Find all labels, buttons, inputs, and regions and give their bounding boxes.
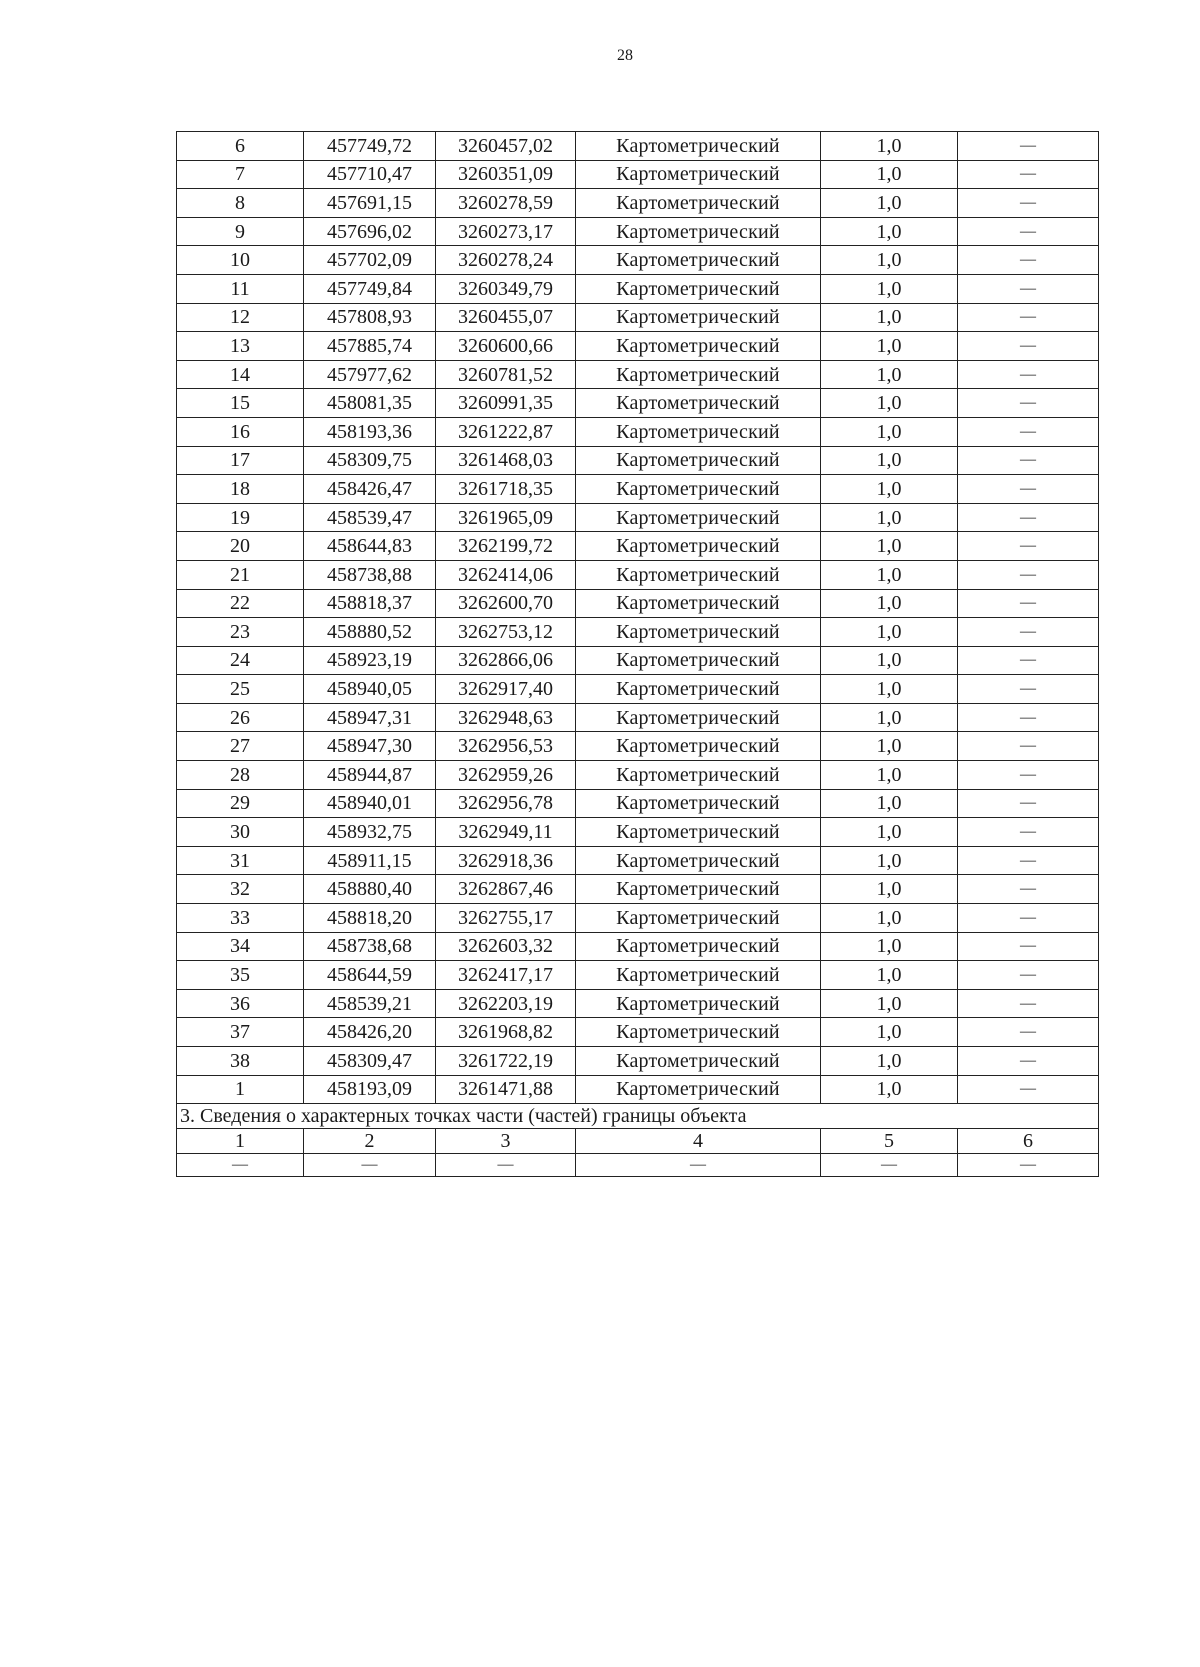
- table-row: [177, 132, 1099, 161]
- accuracy-cell: 1,0: [821, 1075, 958, 1104]
- section-3-value-row: [177, 1154, 1099, 1177]
- y-coordinate-cell: 3261718,35: [436, 475, 576, 504]
- x-coordinate-cell: 458947,31: [304, 703, 436, 732]
- table-row: [177, 904, 1099, 933]
- point-number-cell: 29: [177, 789, 304, 818]
- accuracy-cell: 1,0: [821, 417, 958, 446]
- accuracy-cell: 1,0: [821, 189, 958, 218]
- table-row: [177, 618, 1099, 647]
- description-cell: —: [958, 532, 1099, 561]
- method-cell: Картометрический: [576, 503, 821, 532]
- y-coordinate-cell: 3262956,53: [436, 732, 576, 761]
- description-cell: —: [958, 961, 1099, 990]
- y-coordinate-cell: 3260600,66: [436, 332, 576, 361]
- method-cell: Картометрический: [576, 217, 821, 246]
- point-number-cell: 35: [177, 961, 304, 990]
- y-coordinate-cell: 3260273,17: [436, 217, 576, 246]
- method-cell: Картометрический: [576, 1018, 821, 1047]
- y-coordinate-cell: 3261722,19: [436, 1047, 576, 1076]
- section-3-title: 3. Сведения о характерных точках части (частей) границы объекта: [177, 1104, 1099, 1129]
- accuracy-cell: 1,0: [821, 560, 958, 589]
- method-cell: Картометрический: [576, 560, 821, 589]
- table-row: [177, 761, 1099, 790]
- description-cell: —: [958, 560, 1099, 589]
- y-coordinate-cell: 3262948,63: [436, 703, 576, 732]
- table-row: [177, 1047, 1099, 1076]
- y-coordinate-cell: 3260351,09: [436, 160, 576, 189]
- table-row: [177, 875, 1099, 904]
- section-3-value-cell: —: [821, 1154, 958, 1177]
- method-cell: Картометрический: [576, 389, 821, 418]
- method-cell: Картометрический: [576, 961, 821, 990]
- x-coordinate-cell: 457749,72: [304, 132, 436, 161]
- x-coordinate-cell: 458644,83: [304, 532, 436, 561]
- accuracy-cell: 1,0: [821, 989, 958, 1018]
- description-cell: —: [958, 160, 1099, 189]
- table-row: [177, 332, 1099, 361]
- method-cell: Картометрический: [576, 989, 821, 1018]
- y-coordinate-cell: 3262949,11: [436, 818, 576, 847]
- x-coordinate-cell: 457885,74: [304, 332, 436, 361]
- x-coordinate-cell: 458081,35: [304, 389, 436, 418]
- method-cell: Картометрический: [576, 618, 821, 647]
- point-number-cell: 27: [177, 732, 304, 761]
- description-cell: —: [958, 1018, 1099, 1047]
- table-row: [177, 189, 1099, 218]
- method-cell: Картометрический: [576, 160, 821, 189]
- description-cell: —: [958, 303, 1099, 332]
- point-number-cell: 21: [177, 560, 304, 589]
- point-number-cell: 14: [177, 360, 304, 389]
- x-coordinate-cell: 458644,59: [304, 961, 436, 990]
- y-coordinate-cell: 3262956,78: [436, 789, 576, 818]
- x-coordinate-cell: 458880,40: [304, 875, 436, 904]
- table-row: [177, 246, 1099, 275]
- description-cell: —: [958, 1047, 1099, 1076]
- point-number-cell: 9: [177, 217, 304, 246]
- table-row: [177, 932, 1099, 961]
- point-number-cell: 34: [177, 932, 304, 961]
- point-number-cell: 30: [177, 818, 304, 847]
- description-cell: —: [958, 475, 1099, 504]
- point-number-cell: 36: [177, 989, 304, 1018]
- x-coordinate-cell: 458426,20: [304, 1018, 436, 1047]
- y-coordinate-cell: 3260457,02: [436, 132, 576, 161]
- x-coordinate-cell: 458738,88: [304, 560, 436, 589]
- point-number-cell: 20: [177, 532, 304, 561]
- table-row: [177, 732, 1099, 761]
- accuracy-cell: 1,0: [821, 532, 958, 561]
- x-coordinate-cell: 457977,62: [304, 360, 436, 389]
- y-coordinate-cell: 3261222,87: [436, 417, 576, 446]
- description-cell: —: [958, 818, 1099, 847]
- accuracy-cell: 1,0: [821, 303, 958, 332]
- table-row: [177, 989, 1099, 1018]
- point-number-cell: 13: [177, 332, 304, 361]
- table-row: [177, 646, 1099, 675]
- description-cell: —: [958, 675, 1099, 704]
- accuracy-cell: 1,0: [821, 274, 958, 303]
- accuracy-cell: 1,0: [821, 761, 958, 790]
- method-cell: Картометрический: [576, 761, 821, 790]
- description-cell: —: [958, 589, 1099, 618]
- point-number-cell: 17: [177, 446, 304, 475]
- point-number-cell: 25: [177, 675, 304, 704]
- table-row: [177, 389, 1099, 418]
- y-coordinate-cell: 3262203,19: [436, 989, 576, 1018]
- accuracy-cell: 1,0: [821, 360, 958, 389]
- coordinates-table-body: [177, 132, 1099, 1104]
- description-cell: —: [958, 417, 1099, 446]
- table-row: [177, 475, 1099, 504]
- point-number-cell: 38: [177, 1047, 304, 1076]
- accuracy-cell: 1,0: [821, 160, 958, 189]
- x-coordinate-cell: 458940,05: [304, 675, 436, 704]
- method-cell: Картометрический: [576, 789, 821, 818]
- accuracy-cell: 1,0: [821, 932, 958, 961]
- accuracy-cell: 1,0: [821, 217, 958, 246]
- point-number-cell: 32: [177, 875, 304, 904]
- table-row: [177, 274, 1099, 303]
- table-row: [177, 446, 1099, 475]
- section-3-header-cell: 4: [576, 1129, 821, 1154]
- y-coordinate-cell: 3262603,32: [436, 932, 576, 961]
- x-coordinate-cell: 458818,37: [304, 589, 436, 618]
- method-cell: Картометрический: [576, 417, 821, 446]
- method-cell: Картометрический: [576, 646, 821, 675]
- section-3-value-cell: —: [177, 1154, 304, 1177]
- table-row: [177, 789, 1099, 818]
- coordinates-table: [176, 131, 1099, 1177]
- table-row: [177, 360, 1099, 389]
- x-coordinate-cell: 457808,93: [304, 303, 436, 332]
- y-coordinate-cell: 3262866,06: [436, 646, 576, 675]
- y-coordinate-cell: 3262600,70: [436, 589, 576, 618]
- table-row: [177, 1018, 1099, 1047]
- accuracy-cell: 1,0: [821, 818, 958, 847]
- y-coordinate-cell: 3260455,07: [436, 303, 576, 332]
- table-row: [177, 589, 1099, 618]
- section-3-header-row: [177, 1129, 1099, 1154]
- section-3: [177, 1104, 1099, 1177]
- accuracy-cell: 1,0: [821, 904, 958, 933]
- point-number-cell: 24: [177, 646, 304, 675]
- method-cell: Картометрический: [576, 932, 821, 961]
- table-row: [177, 417, 1099, 446]
- section-3-value-cell: —: [958, 1154, 1099, 1177]
- x-coordinate-cell: 458923,19: [304, 646, 436, 675]
- point-number-cell: 7: [177, 160, 304, 189]
- description-cell: —: [958, 732, 1099, 761]
- description-cell: —: [958, 274, 1099, 303]
- y-coordinate-cell: 3262199,72: [436, 532, 576, 561]
- x-coordinate-cell: 458818,20: [304, 904, 436, 933]
- accuracy-cell: 1,0: [821, 503, 958, 532]
- description-cell: —: [958, 932, 1099, 961]
- accuracy-cell: 1,0: [821, 246, 958, 275]
- accuracy-cell: 1,0: [821, 703, 958, 732]
- method-cell: Картометрический: [576, 303, 821, 332]
- y-coordinate-cell: 3262414,06: [436, 560, 576, 589]
- section-3-header-cell: 2: [304, 1129, 436, 1154]
- method-cell: Картометрический: [576, 246, 821, 275]
- table-row: [177, 217, 1099, 246]
- y-coordinate-cell: 3260991,35: [436, 389, 576, 418]
- y-coordinate-cell: 3260781,52: [436, 360, 576, 389]
- x-coordinate-cell: 458738,68: [304, 932, 436, 961]
- point-number-cell: 28: [177, 761, 304, 790]
- y-coordinate-cell: 3262959,26: [436, 761, 576, 790]
- table-row: [177, 503, 1099, 532]
- table-row: [177, 675, 1099, 704]
- table-row: [177, 1075, 1099, 1104]
- accuracy-cell: 1,0: [821, 332, 958, 361]
- section-3-title-row: [177, 1104, 1099, 1129]
- method-cell: Картометрический: [576, 818, 821, 847]
- description-cell: —: [958, 503, 1099, 532]
- point-number-cell: 8: [177, 189, 304, 218]
- method-cell: Картометрический: [576, 703, 821, 732]
- y-coordinate-cell: 3262918,36: [436, 846, 576, 875]
- method-cell: Картометрический: [576, 732, 821, 761]
- description-cell: —: [958, 246, 1099, 275]
- y-coordinate-cell: 3262753,12: [436, 618, 576, 647]
- y-coordinate-cell: 3261968,82: [436, 1018, 576, 1047]
- accuracy-cell: 1,0: [821, 132, 958, 161]
- description-cell: —: [958, 904, 1099, 933]
- accuracy-cell: 1,0: [821, 1018, 958, 1047]
- x-coordinate-cell: 458539,21: [304, 989, 436, 1018]
- method-cell: Картометрический: [576, 1075, 821, 1104]
- method-cell: Картометрический: [576, 846, 821, 875]
- accuracy-cell: 1,0: [821, 789, 958, 818]
- x-coordinate-cell: 458309,47: [304, 1047, 436, 1076]
- point-number-cell: 6: [177, 132, 304, 161]
- point-number-cell: 12: [177, 303, 304, 332]
- description-cell: —: [958, 446, 1099, 475]
- y-coordinate-cell: 3262417,17: [436, 961, 576, 990]
- table-row: [177, 818, 1099, 847]
- method-cell: Картометрический: [576, 475, 821, 504]
- method-cell: Картометрический: [576, 675, 821, 704]
- point-number-cell: 18: [177, 475, 304, 504]
- y-coordinate-cell: 3261965,09: [436, 503, 576, 532]
- accuracy-cell: 1,0: [821, 589, 958, 618]
- accuracy-cell: 1,0: [821, 1047, 958, 1076]
- method-cell: Картометрический: [576, 532, 821, 561]
- section-3-header-cell: 1: [177, 1129, 304, 1154]
- method-cell: Картометрический: [576, 360, 821, 389]
- y-coordinate-cell: 3260278,24: [436, 246, 576, 275]
- x-coordinate-cell: 458947,30: [304, 732, 436, 761]
- x-coordinate-cell: 458193,09: [304, 1075, 436, 1104]
- method-cell: Картометрический: [576, 189, 821, 218]
- section-3-value-cell: —: [436, 1154, 576, 1177]
- description-cell: —: [958, 389, 1099, 418]
- x-coordinate-cell: 458911,15: [304, 846, 436, 875]
- description-cell: —: [958, 360, 1099, 389]
- description-cell: —: [958, 332, 1099, 361]
- point-number-cell: 1: [177, 1075, 304, 1104]
- point-number-cell: 15: [177, 389, 304, 418]
- table-row: [177, 846, 1099, 875]
- point-number-cell: 10: [177, 246, 304, 275]
- x-coordinate-cell: 457696,02: [304, 217, 436, 246]
- point-number-cell: 11: [177, 274, 304, 303]
- accuracy-cell: 1,0: [821, 875, 958, 904]
- y-coordinate-cell: 3260278,59: [436, 189, 576, 218]
- section-3-header-cell: 6: [958, 1129, 1099, 1154]
- x-coordinate-cell: 457710,47: [304, 160, 436, 189]
- description-cell: —: [958, 618, 1099, 647]
- section-3-value-cell: —: [304, 1154, 436, 1177]
- point-number-cell: 31: [177, 846, 304, 875]
- accuracy-cell: 1,0: [821, 446, 958, 475]
- point-number-cell: 22: [177, 589, 304, 618]
- description-cell: —: [958, 761, 1099, 790]
- x-coordinate-cell: 458539,47: [304, 503, 436, 532]
- x-coordinate-cell: 458426,47: [304, 475, 436, 504]
- y-coordinate-cell: 3261471,88: [436, 1075, 576, 1104]
- accuracy-cell: 1,0: [821, 732, 958, 761]
- accuracy-cell: 1,0: [821, 646, 958, 675]
- method-cell: Картометрический: [576, 1047, 821, 1076]
- description-cell: —: [958, 217, 1099, 246]
- description-cell: —: [958, 846, 1099, 875]
- point-number-cell: 16: [177, 417, 304, 446]
- y-coordinate-cell: 3262867,46: [436, 875, 576, 904]
- x-coordinate-cell: 458944,87: [304, 761, 436, 790]
- table-row: [177, 703, 1099, 732]
- table-row: [177, 160, 1099, 189]
- method-cell: Картометрический: [576, 132, 821, 161]
- accuracy-cell: 1,0: [821, 675, 958, 704]
- section-3-header-cell: 5: [821, 1129, 958, 1154]
- accuracy-cell: 1,0: [821, 618, 958, 647]
- x-coordinate-cell: 458932,75: [304, 818, 436, 847]
- section-3-value-cell: —: [576, 1154, 821, 1177]
- point-number-cell: 37: [177, 1018, 304, 1047]
- accuracy-cell: 1,0: [821, 389, 958, 418]
- table-row: [177, 303, 1099, 332]
- x-coordinate-cell: 457749,84: [304, 274, 436, 303]
- description-cell: —: [958, 789, 1099, 818]
- x-coordinate-cell: 457702,09: [304, 246, 436, 275]
- accuracy-cell: 1,0: [821, 475, 958, 504]
- method-cell: Картометрический: [576, 332, 821, 361]
- method-cell: Картометрический: [576, 875, 821, 904]
- table-row: [177, 532, 1099, 561]
- description-cell: —: [958, 989, 1099, 1018]
- page-number: 28: [617, 47, 633, 64]
- description-cell: —: [958, 646, 1099, 675]
- accuracy-cell: 1,0: [821, 961, 958, 990]
- point-number-cell: 26: [177, 703, 304, 732]
- point-number-cell: 23: [177, 618, 304, 647]
- point-number-cell: 33: [177, 904, 304, 933]
- point-number-cell: 19: [177, 503, 304, 532]
- x-coordinate-cell: 457691,15: [304, 189, 436, 218]
- table-row: [177, 560, 1099, 589]
- table-row: [177, 961, 1099, 990]
- y-coordinate-cell: 3262755,17: [436, 904, 576, 933]
- description-cell: —: [958, 703, 1099, 732]
- section-3-header-cell: 3: [436, 1129, 576, 1154]
- method-cell: Картометрический: [576, 904, 821, 933]
- method-cell: Картометрический: [576, 589, 821, 618]
- method-cell: Картометрический: [576, 274, 821, 303]
- x-coordinate-cell: 458309,75: [304, 446, 436, 475]
- description-cell: —: [958, 1075, 1099, 1104]
- description-cell: —: [958, 875, 1099, 904]
- method-cell: Картометрический: [576, 446, 821, 475]
- description-cell: —: [958, 189, 1099, 218]
- accuracy-cell: 1,0: [821, 846, 958, 875]
- y-coordinate-cell: 3260349,79: [436, 274, 576, 303]
- x-coordinate-cell: 458880,52: [304, 618, 436, 647]
- description-cell: —: [958, 132, 1099, 161]
- x-coordinate-cell: 458193,36: [304, 417, 436, 446]
- x-coordinate-cell: 458940,01: [304, 789, 436, 818]
- y-coordinate-cell: 3261468,03: [436, 446, 576, 475]
- y-coordinate-cell: 3262917,40: [436, 675, 576, 704]
